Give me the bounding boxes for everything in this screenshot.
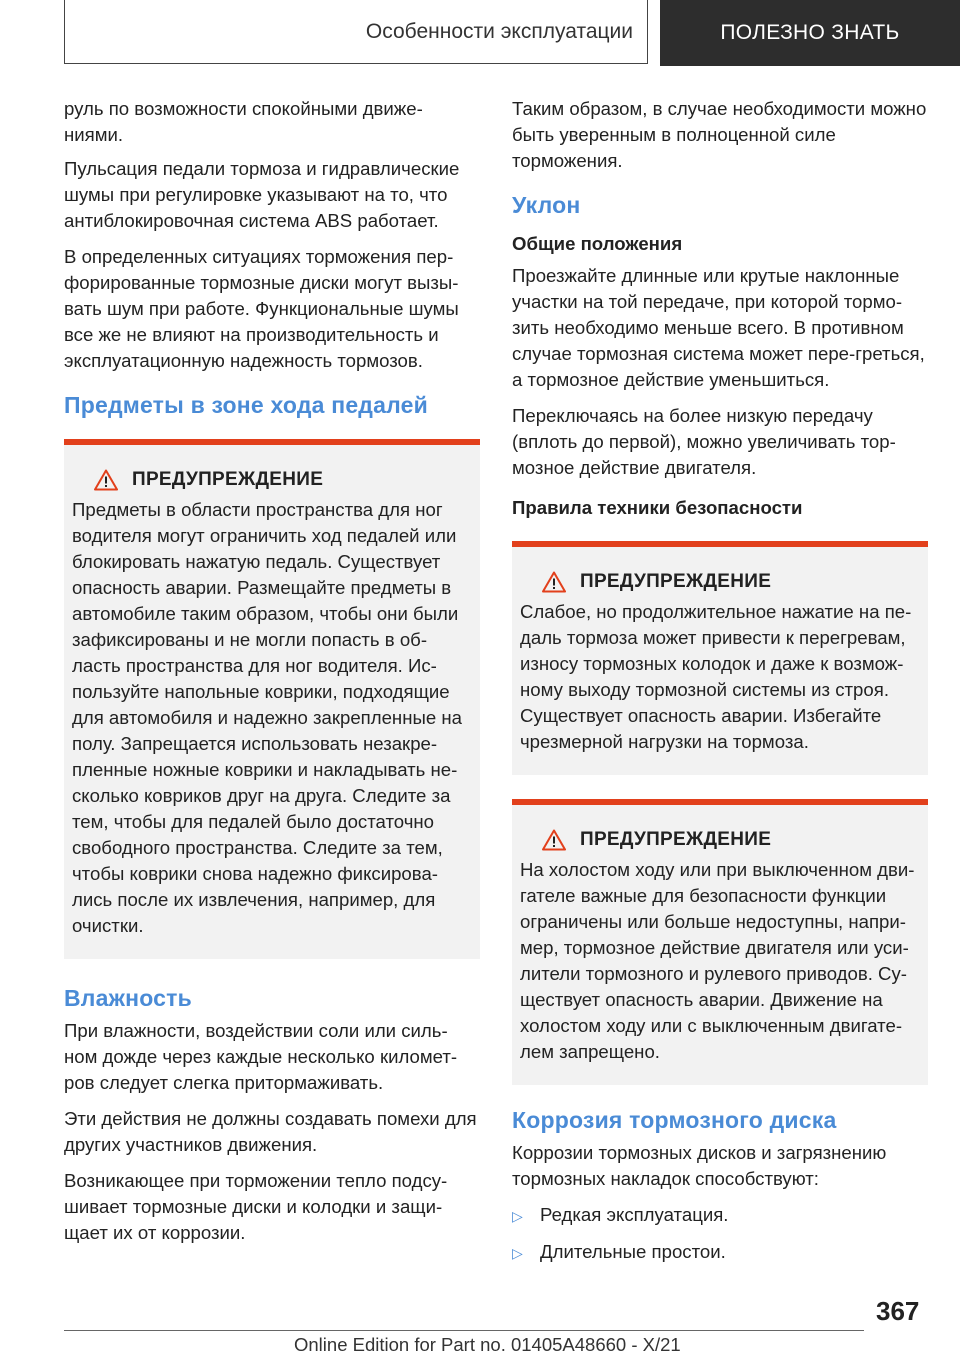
warning-title-text: ПРЕДУПРЕЖДЕНИЕ — [580, 829, 772, 850]
heading-slope: Уклон — [512, 192, 581, 218]
paragraph: Возникающее при торможении тепло подсу-шивает тормозные диски и колодки и защи-щает их от коррозии. — [64, 1170, 448, 1243]
list-item — [512, 1239, 928, 1266]
paragraph: В определенных ситуациях торможения пер-форированные тормозные диски могут вызы-вать шум при работе. Функциональные шумы все же не влияют на производительность и эксплуатационную надежность тормозов. — [64, 246, 459, 371]
right-column — [512, 96, 928, 1276]
warning-box — [64, 439, 480, 959]
warning-box — [512, 799, 928, 1085]
warning-box — [512, 541, 928, 775]
subheading-safety: Правила техники безопасности — [512, 497, 803, 518]
warning-triangle-icon — [542, 571, 566, 593]
heading-humidity: Влажность — [64, 985, 192, 1011]
footer-divider — [64, 1330, 864, 1331]
warning-text: Предметы в области пространства для ног водителя могут ограничить ход педалей или блокировать нажатую педаль. Существует опасность аварии. Размещайте предметы в автомобиле таким образом, чтобы они были зафиксированы и не могли попасть в об-ласть пространства для ног водителя. Ис-пользуйте напольные коврики, подходящие для автомобиля и надежно закрепленные на полу. Запрещается использовать незакре-пленные ножные коврики и накладывать не-сколько ковриков друг на друга. Следите за тем, чтобы для педалей было достаточно свободного пространства. Следите за тем, чтобы коврики снова надежно фиксирова-лись после их извлечения, например, для очистки. — [72, 499, 462, 936]
warning-title-text: ПРЕДУПРЕЖДЕНИЕ — [132, 469, 324, 490]
list-item-text: Редкая эксплуатация. — [540, 1204, 729, 1225]
warning-title — [542, 829, 920, 851]
left-column — [64, 96, 480, 1256]
warning-text: Слабое, но продолжительное нажатие на пе-даль тормоза может привести к перегревам, износу тормозных колодок и даже к возмож-ному выходу тормозной системы из строя. Существует опасность аварии. Избегайте чрезмерной нагрузки на тормоза. — [520, 601, 912, 752]
warning-title — [94, 469, 472, 491]
list-item — [512, 1202, 928, 1229]
bullet-list — [512, 1202, 928, 1266]
chapter-tab[interactable]: ПОЛЕЗНО ЗНАТЬ — [660, 0, 960, 66]
heading-pedals: Предметы в зоне хода педалей — [64, 392, 428, 418]
triangle-right-icon: ▷ — [512, 1208, 523, 1224]
paragraph: Проезжайте длинные или крутые наклонные участки на той передаче, при которой тормо-зить необходимо меньше всего. В противном случае тормозная система может пере-греться, а тормозное действие уменьшиться. — [512, 265, 925, 390]
warning-title-text: ПРЕДУПРЕЖДЕНИЕ — [580, 571, 772, 592]
warning-title — [542, 571, 920, 593]
paragraph: Эти действия не должны создавать помехи для других участников движения. — [64, 1108, 477, 1155]
heading-corrosion: Коррозия тормозного диска — [512, 1107, 837, 1133]
footer-edition: Online Edition for Part no. 01405A48660 - X/21 — [294, 1334, 681, 1355]
warning-triangle-icon — [94, 469, 118, 491]
warning-triangle-icon — [542, 829, 566, 851]
warning-text: На холостом ходу или при выключенном дви-гателе важные для безопасности функции ограничены или больше недоступны, напри-мер, тормозное действие двигателя или уси-лители тормозного и рулевого приводов. Су-ществует опасность аварии. Движение на холостом ходу или с выключенным двигате-лем запрещено. — [520, 859, 915, 1062]
paragraph: Коррозии тормозных дисков и загрязнению тормозных накладок способствуют: — [512, 1142, 887, 1189]
paragraph: При влажности, воздействии соли или силь-ном дожде через каждые несколько километ-ров следует слегка притормаживать. — [64, 1020, 458, 1093]
page-header — [0, 0, 960, 66]
subheading-general: Общие положения — [512, 233, 683, 254]
paragraph: Таким образом, в случае необходимости можно быть уверенным в полноценной силе торможения. — [512, 98, 927, 171]
paragraph: руль по возможности спокойными движе-ниями. — [64, 98, 423, 145]
section-tab[interactable]: Особенности эксплуатации — [64, 0, 648, 64]
page-number: 367 — [876, 1296, 920, 1326]
paragraph: Пульсация педали тормоза и гидравлические шумы при регулировке указывают на то, что антиблокировочная система ABS работает. — [64, 158, 460, 231]
list-item-text: Длительные простои. — [540, 1241, 726, 1262]
triangle-right-icon: ▷ — [512, 1245, 523, 1261]
paragraph: Переключаясь на более низкую передачу (вплоть до первой), можно увеличивать тор-мозное действие двигателя. — [512, 405, 896, 478]
